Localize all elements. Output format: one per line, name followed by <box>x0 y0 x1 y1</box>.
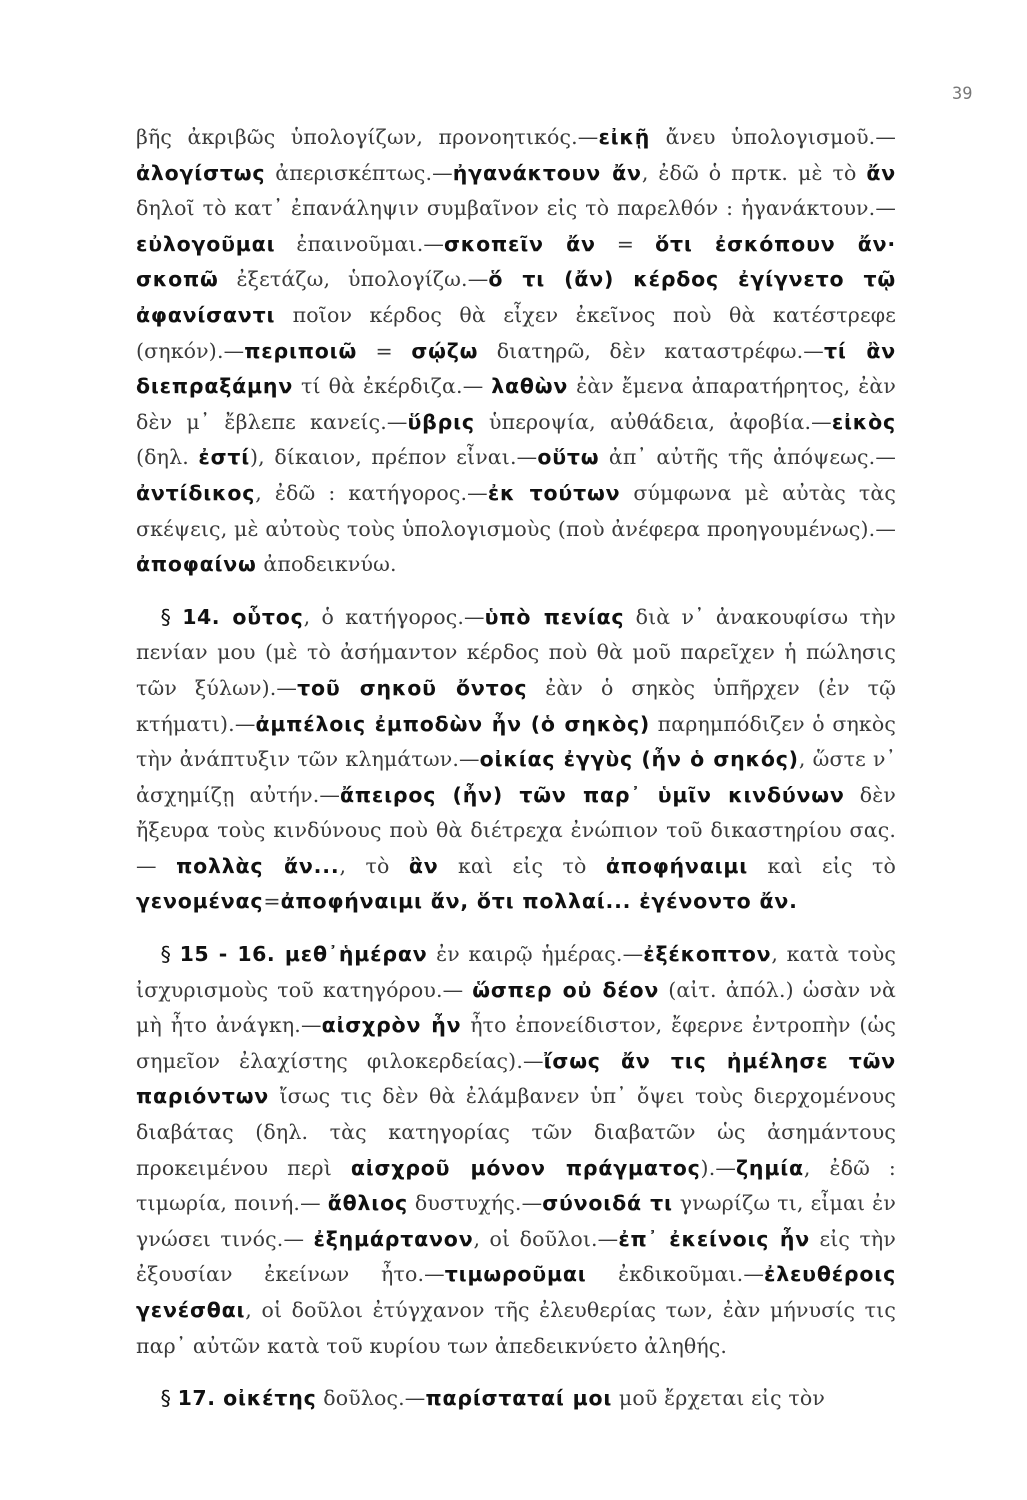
gloss-text: = <box>357 338 412 363</box>
gloss-text: , ὁ κατήγορος.— <box>303 604 485 629</box>
gloss-text: γνωρίζω τι, εἶμαι ἐν γνώσει τινός.— <box>136 1191 896 1251</box>
lemma-term: ὥσπερ οὐ δέον <box>472 977 660 1002</box>
gloss-text: καὶ εἰς τὸ <box>748 853 896 878</box>
gloss-text: παρημπόδιζεν ὁ σηκὸς τὴν ἀνάπτυξιν τῶν κλημάτων.— <box>136 711 896 772</box>
lemma-term: οἰκίας ἐγγὺς (ἦν ὁ σηκός) <box>479 747 799 772</box>
lemma-term: σύνοιδά τι <box>542 1191 673 1216</box>
lemma-term: ἠγανάκτουν ἄν <box>452 160 642 185</box>
gloss-text: ποῖον κέρδος θὰ εἶχεν ἐκεῖνος ποὺ θὰ κατέστρεφε (σηκόν).— <box>136 302 896 363</box>
lemma-term: μεθ᾽ἡμέραν <box>284 942 428 967</box>
lemma-term: τοῦ σηκοῦ ὄντος <box>297 675 528 700</box>
lemma-term: αἰσχροῦ μόνον πράγματος <box>350 1155 701 1180</box>
section-mark: § <box>160 604 183 629</box>
gloss-text: ἐὰν ἔμενα ἀπαρατήρητος, ἐὰν δὲν μ᾽ ἔβλεπε κανείς.— <box>136 374 896 434</box>
lemma-term: παρίσταταί μοι <box>425 1386 613 1411</box>
lemma-term: σῴζω <box>411 338 479 363</box>
lemma-term: ἄθλιος <box>327 1191 408 1216</box>
page-number: 39 <box>952 84 973 104</box>
gloss-text: σύμφωνα μὲ αὐτὰς τὰς σκέψεις, μὲ αὐτοὺς τοὺς ὑπολογισμοὺς (ποὺ ἀνέφερα προηγουμένως).— <box>136 480 896 541</box>
gloss-text: ἀποδεικνύω. <box>256 552 397 577</box>
gloss-text: , οἱ δοῦλοι.— <box>473 1226 619 1251</box>
lemma-term: ἀλογίστως <box>136 160 266 185</box>
commentary-paragraph <box>136 937 896 1364</box>
lemma-term: ἐπ᾽ ἐκείνοις ἦν <box>618 1226 811 1251</box>
lemma-term: ἐξέκοπτον <box>643 942 772 967</box>
lemma-term: οἰκέτης <box>223 1386 317 1411</box>
section-number: 15 - 16. <box>179 942 285 967</box>
lemma-term: ἀντίδικος <box>136 480 256 505</box>
gloss-text: διατηρῶ, δὲν καταστρέφω.— <box>478 338 824 363</box>
lemma-term: ζημία <box>736 1155 804 1180</box>
gloss-text: ἐν καιρῷ ἡμέρας.— <box>427 942 644 967</box>
gloss-text: ), δίκαιον, πρέπον εἶναι.— <box>250 445 538 470</box>
gloss-text: εἰς τὴν ἐξουσίαν ἐκείνων ἦτο.— <box>136 1226 896 1287</box>
gloss-text: , ὥστε ν᾽ ἀσχημίζῃ αὐτήν.— <box>136 747 896 807</box>
gloss-text: , ἐδῶ : κατήγορος.— <box>255 480 488 505</box>
gloss-text: , οἱ δοῦλοι ἐτύγχανον τῆς ἐλευθερίας των, ἐὰν μήνυσίς τις παρ᾽ αὐτῶν κατὰ τοῦ κυρίου των ἀπεδεικνύετο ἀληθής. <box>136 1298 896 1358</box>
section-mark: § <box>160 942 180 967</box>
gloss-text: ἐὰν ὁ σηκὸς ὑπῆρχεν (ἐν τῷ κτήματι).— <box>136 675 897 736</box>
lemma-term: ἀποφήναιμι <box>605 853 749 878</box>
lemma-term: οὕτω <box>537 445 600 470</box>
gloss-text: = <box>263 889 281 914</box>
gloss-text: = <box>595 231 656 256</box>
gloss-text: (δηλ. <box>136 445 199 470</box>
lemma-term: λαθὼν <box>491 374 569 399</box>
gloss-text: ἦτο ἐπονείδιστον, ἔφερνε ἐντροπὴν (ὡς σημεῖον ἐλαχίστης φιλοκερδείας).— <box>136 1013 896 1073</box>
lemma-term: ἐξημάρτανον <box>313 1226 474 1251</box>
lemma-term: ἐκ τούτων <box>487 480 621 505</box>
gloss-text: ἐκδικοῦμαι.— <box>586 1262 764 1287</box>
lemma-term: γενομένας <box>136 889 264 914</box>
lemma-term: ἀποφήναιμι ἄν, ὅτι πολλαί... ἐγένοντο ἄν. <box>280 889 798 914</box>
gloss-text: ἀπερισκέπτως.— <box>265 160 453 185</box>
lemma-term: ὅ τι (ἄν) κέρδος ἐγίγνετο τῷ ἀφανίσαντι <box>136 267 896 327</box>
commentary-paragraph <box>136 120 896 583</box>
lemma-term: σκοπεῖν ἄν <box>444 231 596 256</box>
lemma-term: εἰκῇ <box>598 125 651 149</box>
gloss-text: δυστυχής.— <box>407 1191 543 1216</box>
commentary-text <box>136 120 896 1417</box>
lemma-term: εὐλογοῦμαι <box>136 231 276 256</box>
gloss-text: ἐπαινοῦμαι.— <box>275 231 445 256</box>
lemma-term: περιποιῶ <box>244 338 358 363</box>
gloss-text: , ἐδῶ ὁ πρτκ. μὲ τὸ <box>641 160 867 185</box>
lemma-term: ἴσως ἄν τις ἠμέλησε τῶν παριόντων <box>136 1048 896 1109</box>
gloss-text: ἀπ᾽ αὐτῆς τῆς ἀπόψεως.— <box>599 445 896 470</box>
lemma-term: ἂν <box>408 853 439 878</box>
lemma-term: τιμωροῦμαι <box>444 1262 587 1287</box>
lemma-term: πολλὰς ἄν... <box>176 853 340 878</box>
section-number: 14. <box>182 604 233 629</box>
gloss-text: τί θὰ ἐκέρδιζα.— <box>293 374 492 399</box>
gloss-text: δὲν ἤξευρα τοὺς κινδύνους ποὺ θὰ διέτρεχα ἐνώπιον τοῦ δικαστηρίου σας.— <box>136 782 897 878</box>
gloss-text: διὰ ν᾽ ἀνακουφίσω τὴν πενίαν μου (μὲ τὸ ἀσήμαντον κέρδος ποὺ θὰ μοῦ παρεῖχεν ἡ πώλησις τῶν ξύλων).— <box>136 604 896 700</box>
commentary-paragraph <box>136 600 896 920</box>
section-number: 17. <box>177 1386 224 1411</box>
gloss-text: μοῦ ἔρχεται εἰς τὸν <box>612 1386 826 1411</box>
lemma-term: ὕβρις <box>407 409 475 434</box>
lemma-term: ὅτι ἐσκόπουν ἄν· σκοπῶ <box>136 231 896 292</box>
gloss-text: , κατὰ τοὺς ἰσχυρισμοὺς τοῦ κατηγόρου.— <box>136 942 896 1002</box>
lemma-term: ἄπειρος (ἦν) τῶν παρ᾽ ὑμῖν κινδύνων <box>340 782 845 807</box>
gloss-text: (αἰτ. ἀπόλ.) ὡσὰν νὰ μὴ ἦτο ἀνάγκη.— <box>136 977 897 1038</box>
section-mark: § <box>160 1386 178 1411</box>
gloss-text: , ἐδῶ : τιμωρία, ποινή.— <box>136 1155 896 1216</box>
lemma-term: οὗτος <box>232 604 304 629</box>
lemma-term: ἀμπέλοις ἐμποδὼν ἦν (ὁ σηκὸς) <box>255 711 651 736</box>
lemma-term: ἄν <box>866 160 896 185</box>
lemma-term: ἀποφαίνω <box>136 552 257 577</box>
gloss-text: ὑπεροψία, αὐθάδεια, ἀφοβία.— <box>474 409 832 434</box>
lemma-term: ἐλευθέροις γενέσθαι <box>136 1262 897 1322</box>
gloss-text: ἴσως τις δὲν θὰ ἐλάμβανεν ὑπ᾽ ὄψει τοὺς διερχομένους διαβάτας (δηλ. τὰς κατηγορίας τῶν διαβατῶν ὡς ἀσημάντους προκειμένου περὶ <box>136 1084 896 1180</box>
gloss-text: καὶ εἰς τὸ <box>438 853 606 878</box>
gloss-text: ἐξετάζω, ὑπολογίζω.— <box>218 267 489 292</box>
commentary-paragraph <box>136 1381 896 1417</box>
lemma-term: τί ἂν διεπραξάμην <box>136 338 896 399</box>
gloss-text: , τὸ <box>339 853 409 878</box>
gloss-text: δηλοῖ τὸ κατ᾽ ἐπανάληψιν συμβαῖνον εἰς τὸ παρελθόν : ἠγανάκτουν.— <box>136 196 896 221</box>
lemma-term: αἰσχρὸν ἦν <box>321 1013 462 1038</box>
gloss-text: βῆς ἀκριβῶς ὑπολογίζων, προνοητικός.— <box>136 125 599 149</box>
lemma-term: ἐστί <box>198 445 251 470</box>
gloss-text: ἄνευ ὑπολογισμοῦ.— <box>650 125 897 149</box>
lemma-term: εἰκὸς <box>831 409 897 434</box>
gloss-text: δοῦλος.— <box>316 1386 426 1411</box>
gloss-text: ).— <box>700 1155 737 1180</box>
lemma-term: ὑπὸ πενίας <box>484 604 625 629</box>
